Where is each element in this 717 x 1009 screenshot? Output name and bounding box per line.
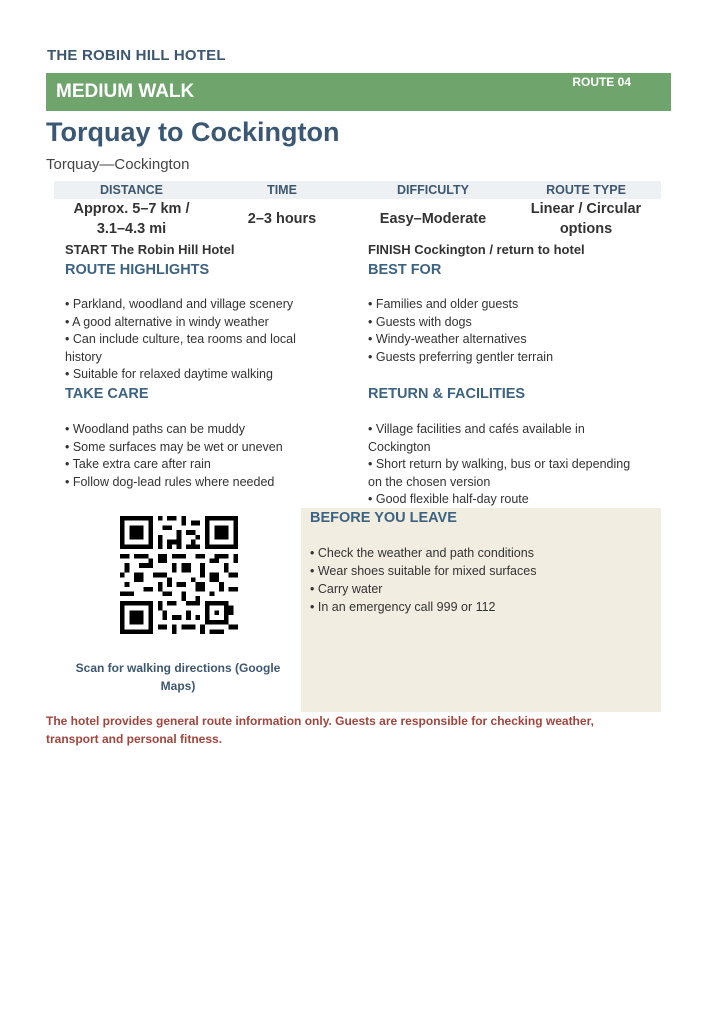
- list-item: • Windy-weather alternatives: [368, 332, 527, 347]
- list-item: • Carry water: [310, 582, 383, 596]
- hotel-name: THE ROBIN HILL HOTEL: [47, 47, 226, 64]
- list-item: • Good flexible half-day route: [368, 492, 529, 507]
- before-you-leave-panel: [301, 508, 661, 712]
- return-facilities-list: [368, 421, 663, 509]
- take-care-heading: TAKE CARE: [65, 386, 149, 402]
- route-highlights-list: [65, 296, 345, 384]
- stat-value-line: Approx. 5–7 km /: [73, 201, 190, 217]
- route-code: ROUTE 04: [572, 75, 631, 89]
- stat-label: TIME: [267, 183, 297, 197]
- return-facilities-heading: RETURN & FACILITIES: [368, 386, 526, 402]
- walk-level: MEDIUM WALK: [56, 81, 195, 102]
- page-subtitle: Torquay—Cockington: [46, 156, 190, 173]
- before-you-leave-list: [310, 544, 536, 616]
- stat-value-line: Linear / Circular: [530, 201, 642, 217]
- stat-value: [54, 199, 209, 239]
- route-highlights-heading: ROUTE HIGHLIGHTS: [65, 262, 210, 278]
- route-start: START The Robin Hill Hotel: [65, 242, 235, 257]
- stat-value-line: options: [559, 221, 613, 237]
- best-for-heading: BEST FOR: [368, 262, 442, 278]
- stat-route-type: [511, 181, 661, 239]
- list-item: • Check the weather and path conditions: [310, 546, 534, 560]
- stat-label: DIFFICULTY: [397, 183, 469, 197]
- route-finish: FINISH Cockington / return to hotel: [368, 242, 585, 257]
- qr-caption-line: Scan for walking directions (Google: [75, 661, 281, 675]
- stat-value-line: 3.1–4.3 mi: [96, 221, 167, 237]
- qr-caption-line: Maps): [160, 678, 196, 693]
- list-item: • Can include culture, tea rooms and local: [65, 332, 296, 347]
- stat-time: [209, 181, 355, 229]
- disclaimer: [46, 713, 646, 748]
- walk-level-band: [46, 73, 671, 111]
- disclaimer-line: transport and personal fitness.: [46, 731, 223, 746]
- list-item: • A good alternative in windy weather: [65, 314, 269, 329]
- stat-value: 2–3 hours: [247, 211, 317, 227]
- list-item: • Wear shoes suitable for mixed surfaces: [310, 564, 537, 578]
- list-item: • Guests with dogs: [368, 314, 472, 329]
- list-item: • Some surfaces may be wet or uneven: [65, 439, 283, 454]
- stat-label: DISTANCE: [100, 183, 163, 197]
- stat-label: ROUTE TYPE: [546, 183, 626, 197]
- list-item: • Woodland paths can be muddy: [65, 422, 245, 436]
- list-item: • In an emergency call 999 or 112: [310, 600, 496, 614]
- qr-caption: [62, 660, 294, 695]
- take-care-list: [65, 421, 345, 491]
- list-item: • Suitable for relaxed daytime walking: [65, 367, 273, 382]
- list-item: on the chosen version: [368, 474, 491, 489]
- before-you-leave-heading: BEFORE YOU LEAVE: [310, 510, 457, 526]
- list-item: • Parkland, woodland and village scenery: [65, 297, 294, 311]
- list-item: • Follow dog-lead rules where needed: [65, 474, 275, 489]
- list-item: Cockington: [368, 439, 431, 454]
- best-for-list: [368, 296, 658, 366]
- qr-code-icon[interactable]: [120, 516, 238, 634]
- route-stats: [54, 181, 661, 241]
- stat-difficulty: [355, 181, 511, 229]
- list-item: • Take extra care after rain: [65, 457, 211, 472]
- disclaimer-line: The hotel provides general route information only. Guests are responsible for checking weather,: [46, 714, 594, 728]
- list-item: history: [65, 349, 102, 364]
- stat-value: [511, 199, 661, 239]
- list-item: • Families and older guests: [368, 297, 519, 311]
- list-item: • Guests preferring gentler terrain: [368, 349, 554, 364]
- stat-value: Easy–Moderate: [379, 211, 487, 227]
- page-title: Torquay to Cockington: [46, 117, 340, 147]
- list-item: • Village facilities and cafés available in: [368, 422, 585, 436]
- stat-distance: [54, 181, 209, 239]
- list-item: • Short return by walking, bus or taxi depending: [368, 457, 631, 472]
